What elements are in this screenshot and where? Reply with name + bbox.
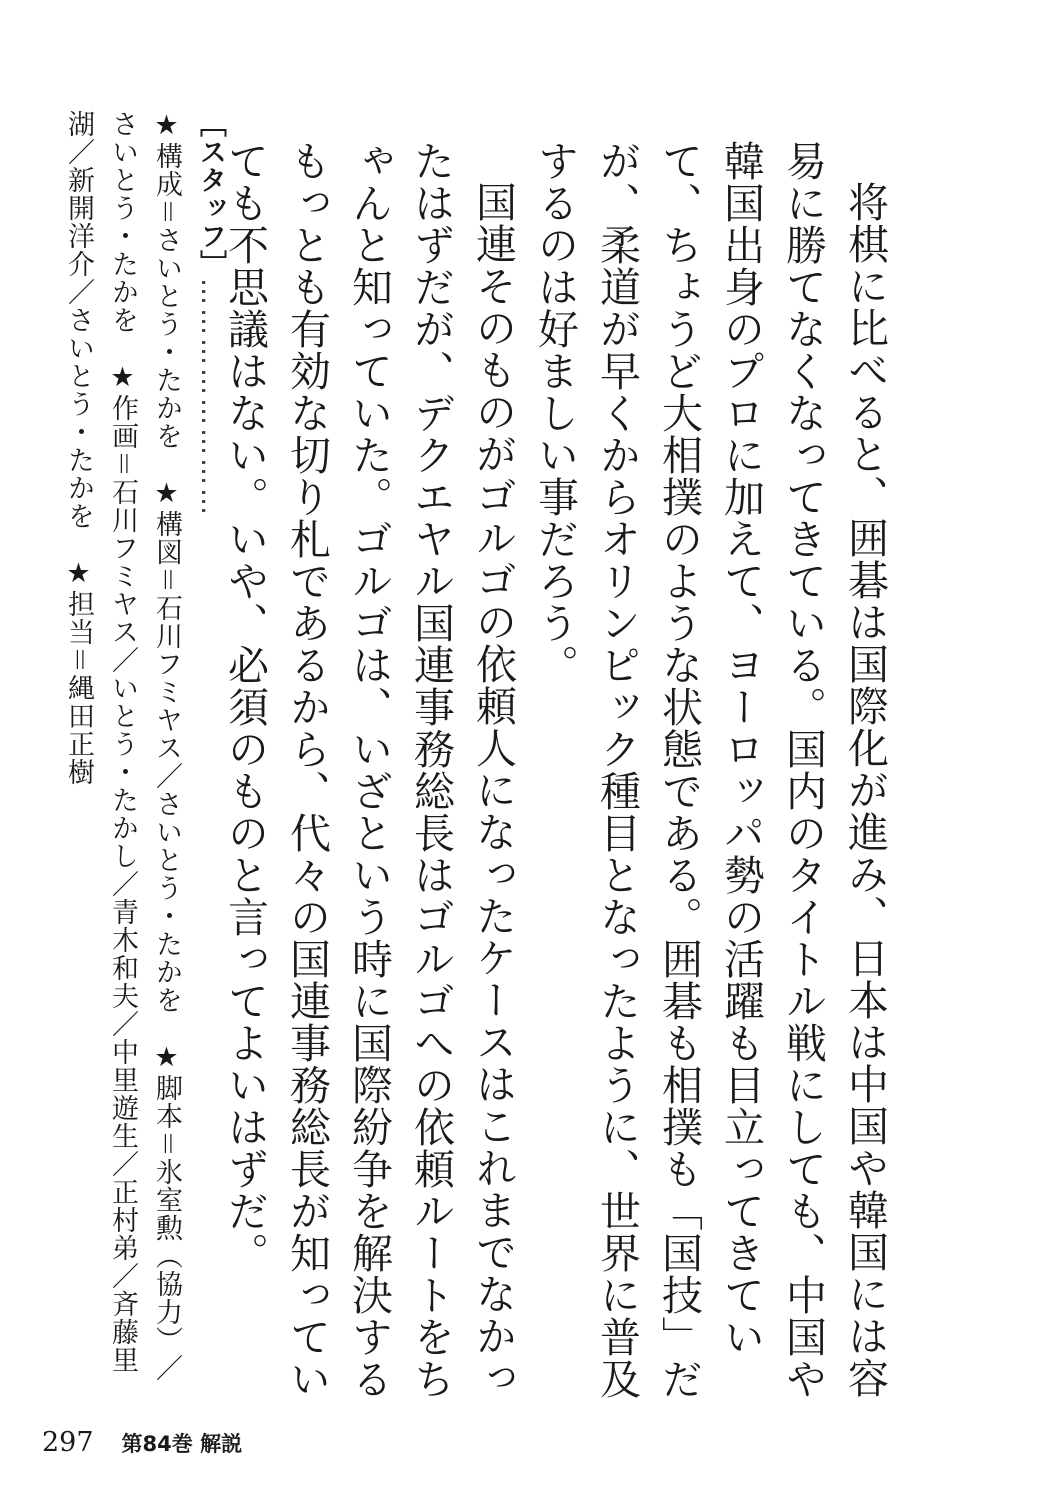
paragraph: 国連そのものがゴルゴの依頼人になったケースはこれまでなかったはずだが、デクエヤル国連事務総長はゴルゴへの依頼ルートをちゃんと知っていた。ゴルゴは、いざという時に国際紛争を解決するもっとも有効な切り札であるから、代々の国連事務総長が知っていても不思議はない。いや、必須のものと言ってよいはずだ。	[221, 140, 517, 1400]
commentary-body	[214, 140, 896, 1410]
paragraph: 将棋に比べると、囲碁は国際化が進み、日本は中国や韓国には容易に勝てなくなってきている。国内のタイトル戦にしても、中国や韓国出身のプロに加えて、ヨーロッパ勢の活躍も目立ってきていて、ちょうど大相撲のような状態である。囲碁も相撲も「国技」だが、柔道が早くからオリンピック種目となったように、世界に普及するのは好ましい事だろう。	[531, 140, 889, 1400]
staff-credits	[56, 110, 232, 1400]
volume-label: 第84巻 解説	[121, 1432, 243, 1456]
page-number: 297	[42, 1427, 94, 1458]
staff-credit-list: ★構成＝さいとう・たかを ★構図＝石川フミヤス／さいとう・たかを ★脚本＝氷室勲（協力）／さいとう・たかを ★作画＝石川フミヤス／いとう・たかし／青木和夫／中里遊生／正村弟／斉藤里湖／新開洋介／さいとう・たかを ★担当＝縄田正樹	[63, 110, 182, 1382]
staff-heading: ［スタッフ］	[195, 110, 226, 278]
page-footer	[42, 1427, 242, 1458]
dotted-leader: ……………………	[195, 278, 226, 518]
